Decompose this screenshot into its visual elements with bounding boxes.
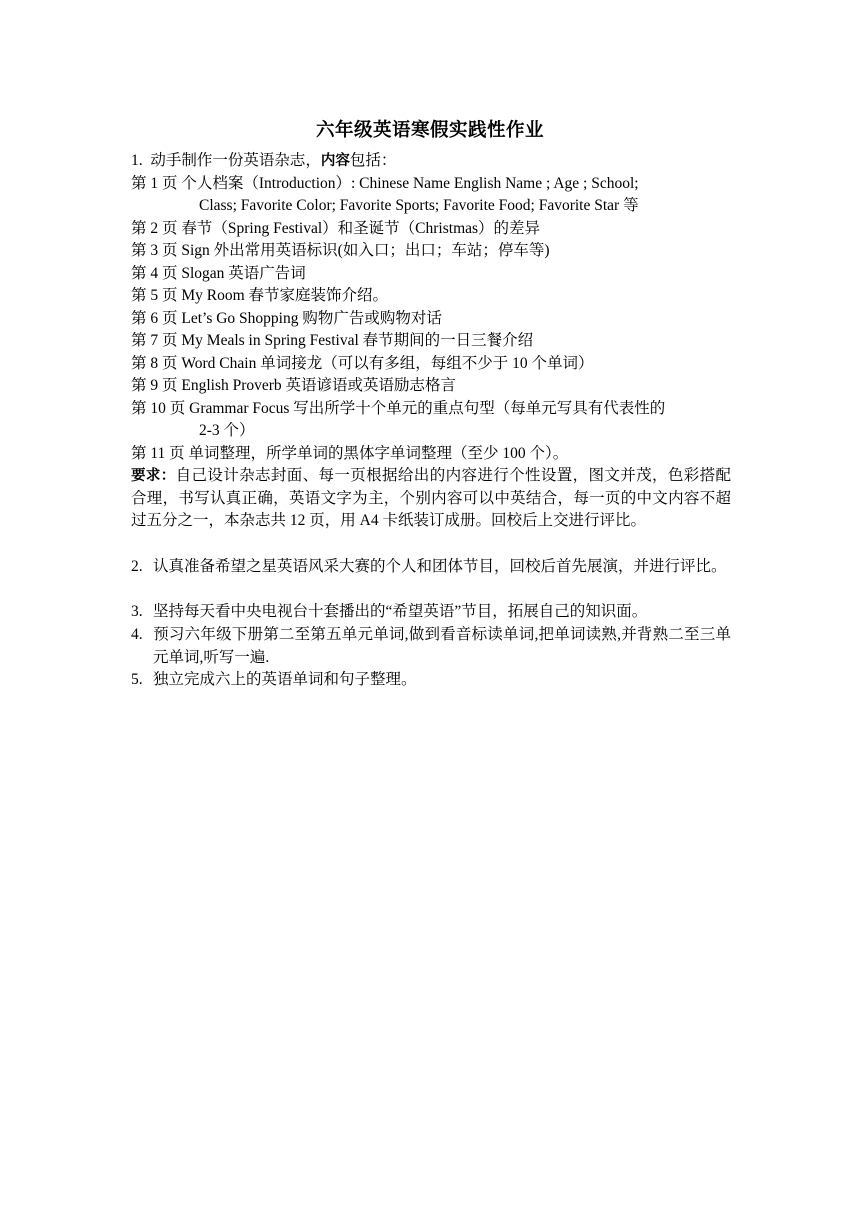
page-10-line-2: 2-3 个）: [199, 422, 255, 439]
list-item: [131, 601, 731, 624]
item-number: 5.: [131, 671, 143, 688]
page-3-line: 第 3 页 Sign 外出常用英语标识(如入口；出口；车站；停车等): [131, 242, 550, 259]
page-1-line-2: Class; Favorite Color; Favorite Sports; Favorite Food; Favorite Star 等: [199, 197, 639, 214]
list-item: [131, 669, 731, 692]
item-text: 独立完成六上的英语单词和句子整理。: [153, 671, 417, 688]
page-11-line: 第 11 页 单词整理，所学单词的黑体字单词整理（至少 100 个）。: [131, 445, 569, 462]
page-9-line: 第 9 页 English Proverb 英语谚语或英语励志格言: [131, 377, 457, 394]
requirement-paragraph: [131, 465, 731, 533]
page-2-line: 第 2 页 春节（Spring Festival）和圣诞节（Christmas）的差异: [131, 220, 541, 237]
item-text: 预习六年级下册第二至第五单元单词,做到看音标读单词,把单词读熟,并背熟二至三单元单词,听写一遍.: [153, 626, 731, 666]
list-item: [131, 624, 731, 669]
requirement-label: 要求：: [131, 468, 176, 484]
page-10-line-1: 第 10 页 Grammar Focus 写出所学十个单元的重点句型（每单元写具有代表性的: [131, 400, 666, 417]
item-1-lead-bold: 内容: [320, 153, 350, 169]
page-5-line: 第 5 页 My Room 春节家庭装饰介绍。: [131, 287, 389, 304]
page-1-line-1: 第 1 页 个人档案（Introduction）: Chinese Name English Name ; Age ; School;: [131, 175, 639, 192]
item-1-heading: [131, 150, 396, 172]
item-1-lead-end: 包括：: [349, 152, 397, 169]
item-number: 2.: [131, 558, 143, 575]
item-text: 认真准备希望之星英语风采大赛的个人和团体节目，回校后首先展演，并进行评比。: [153, 558, 727, 575]
document-title: 六年级英语寒假实践性作业: [315, 120, 544, 141]
item-number: 1.: [131, 152, 143, 169]
item-text: 坚持每天看中央电视台十套播出的“希望英语”节目，拓展自己的知识面。: [153, 603, 648, 620]
page-8-line: 第 8 页 Word Chain 单词接龙（可以有多组，每组不少于 10 个单词）: [131, 355, 594, 372]
page-4-line: 第 4 页 Slogan 英语广告词: [131, 265, 306, 282]
list-item: [131, 556, 731, 579]
page-6-line: 第 6 页 Let’s Go Shopping 购物广告或购物对话: [131, 310, 442, 327]
requirement-text: 自己设计杂志封面、每一页根据给出的内容进行个性设置，图文并茂，色彩搭配合理，书写认真正确，英语文字为主，个别内容可以中英结合，每一页的中文内容不超过五分之一，本杂志共 12 页，用 A4 卡纸装订成册。回校后上交进行评比。: [131, 467, 731, 529]
item-number: 4.: [131, 626, 143, 643]
item-number: 3.: [131, 603, 143, 620]
item-1-lead: 动手制作一份英语杂志，: [150, 152, 321, 169]
page-7-line: 第 7 页 My Meals in Spring Festival 春节期间的一日三餐介绍: [131, 332, 534, 349]
